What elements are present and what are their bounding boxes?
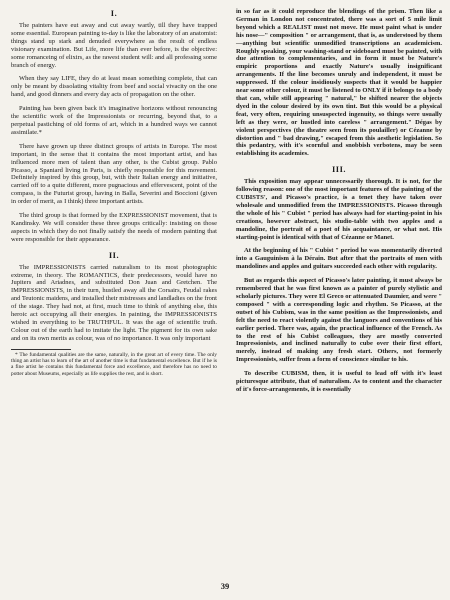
paragraph: When they say LIFE, they do at least mean something complete, that can only be meant by dissolating vitality from beef and social vivacity on the one hand, and good dinners and every day acts of propagation on the other.	[11, 75, 217, 99]
paragraph: Painting has been given back it's imaginative horizons without renouncing the scientific work of the Impressionists or recurring, beyond that, to a perpetual pastiching of old forms of art, which in a hundred ways we cannot assimilate.*	[11, 105, 217, 136]
right-column	[236, 8, 442, 400]
paragraph: The painters have eut away and cut away wartly, till they have trapped some essential. European painting to-day is like the laboratory of an anatomist: things stand up stark and denuded everywhere as the result of endless visionary examination. But Life, more life than ever before, is the objective: some romanceing of elixirs, as the rawest student will: and all professing some branch of energy.	[11, 22, 217, 69]
footnote: * The fundamental qualities are the same, naturally, in the great art of every time. The only thing an artist has to learn of the art of another time is that fundamental excellence. But if he is a fine artist he contains this fundamental force and excellence, and therefore has no need to potter about Museums, especially as life supplies the rest, and is short.	[11, 351, 217, 377]
section-heading-2: II.	[108, 249, 120, 260]
paragraph: But as regards this aspect of Picasso's later painting, it must always be remembered that he was first known as a painter of purely stylistic and scholarly pictures. They were El Greco or attenuated Daumier, and were " composed " with a corresponding logic and rhythm. So Picasso, at the outset of his Cubism, was in the same position as the Impressionists, and felt the need to react violently against the languors and conventions of his earlier period. There was, again, the practical influence of the French. As to the rest of his Cubist colleagues, they are mostly converted Impressionists, and inclined naturally to cube over their first effort, merely, instead of making any fresh start. Others, not formerly Impressionists, suffer from a form of conscience similar to his.	[236, 277, 442, 364]
paragraph: The IMPRESSIONISTS carried naturalism to its most photographic extreme, in theory. The ROMANTICS, their predecessors, would have no Jupiters and Ariadnes, and substituted Don Juan and Gretchen. The IMPRESSIONISTS, in their turn, hustled away all the Corsairs, Feudal rakes and Teutonic maidens, and installed their mistresses and landladies on the front of the stage. They had not, at first, much time to think of anything else, this heroic act occupying all their energies. In painting, the IMPRESSIONISTS wished in everything to be TRUTHFUL. It was the age of scientific truth. Colour out of the earth had to imitate the light. The pigment for its own sake and on its own merits as colour, was of no importance. It was only important	[11, 263, 217, 342]
paragraph: There have grown up three distinct groups of artists in Europe. The most important, in the sense that it contains the most important artist, and has influenced more men of talent than any other, is the Cubist group. Pablo Picasso, a Spaniard living in Paris, is chiefly responsible for this movement. Definitely inspired by this group, but, with their Italian energy and initiative, carried off to a quite different, more pugnacious and effervescent, point of the compass, is the Futurist group, having in Balla, Severini and Boccioni (given in order of merit, as I think) three important artists.	[11, 142, 217, 206]
section-heading-1: I.	[110, 8, 118, 18]
paragraph: in so far as it could reproduce the blendings of the prism. Then like a German in London not concentrated, there was a sort of 5 mile limit beyond which a REALIST must not move. He must paint what is under his nose—" composition " or arrangement, that is, as understood by them—anything but scientific unmodified transcriptions an academicism. Roughly speaking, your washing-stand or sideboard must be painted, with due attention to complementaries, and in form it must be Nature's empiric proportions and exactly Nature's usually insignificant arrangements. If the line becomes unruly and independent, it must be suppressed. If the colour insidiously suspects that it would be happier near some other colour, it must be listened to ONLY if it belongs to a body that can, while still appearing " natural," be shifted nearer the objects dyed in the colour desired by its own tint. But this would be a physical feat, very often, requiring unsuspected ingenuity, so things were usually left as they were, or hustled into careless " arrangement." Dégas by violent perspectives (the theatre seen from its poulailler) or Cézanne by distortion and " bad drawing," escaped from this aesthetic legislation. So this pedantry, with it's scornful and snobbish verbotens, may be seen establishing its academies.	[236, 8, 442, 158]
page-number: 39	[220, 581, 230, 591]
footnote-divider	[11, 349, 71, 350]
section-heading-3: III.	[331, 164, 347, 175]
paragraph: This exposition may appear unnecessarily thorough. It is not, for the following reason: one of the most important features of the painting of the CUBISTS', and Picasso's practice, is a tenet they have taken over wholesale and unmodified from the IMPRESSIONISTS. Picasso through the whole of his " Cubist " period has always had for starting-point in his creations, however abstract, his studio-table with two apples and a mandoline, the portrait of a poet of his acquaintance, or what not. His starting-point is identical with that of Cézanne or Manet.	[236, 178, 442, 241]
left-column	[11, 8, 217, 377]
paragraph: The third group is that formed by the EXPRESSIONIST movement, that is Kandinsky. We will consider these three groups critically: insisting on those aspects in which they do not finally satisfy the needs of modern painting that were responsible for their appearance.	[11, 212, 217, 243]
paragraph: To describe CUBISM, then, it is useful to lead off with it's least picturesque attribute, that of naturalism. As to content and the character of it's force-arrangements, it is essentially	[236, 370, 442, 393]
paragraph: At the beginning of his " Cubist " period he was momentarily diverted into a Gauguinism à la Dérain. But after that the portraits of men with mandolines and apples and guitars succeeded each other with regularity.	[236, 247, 442, 271]
